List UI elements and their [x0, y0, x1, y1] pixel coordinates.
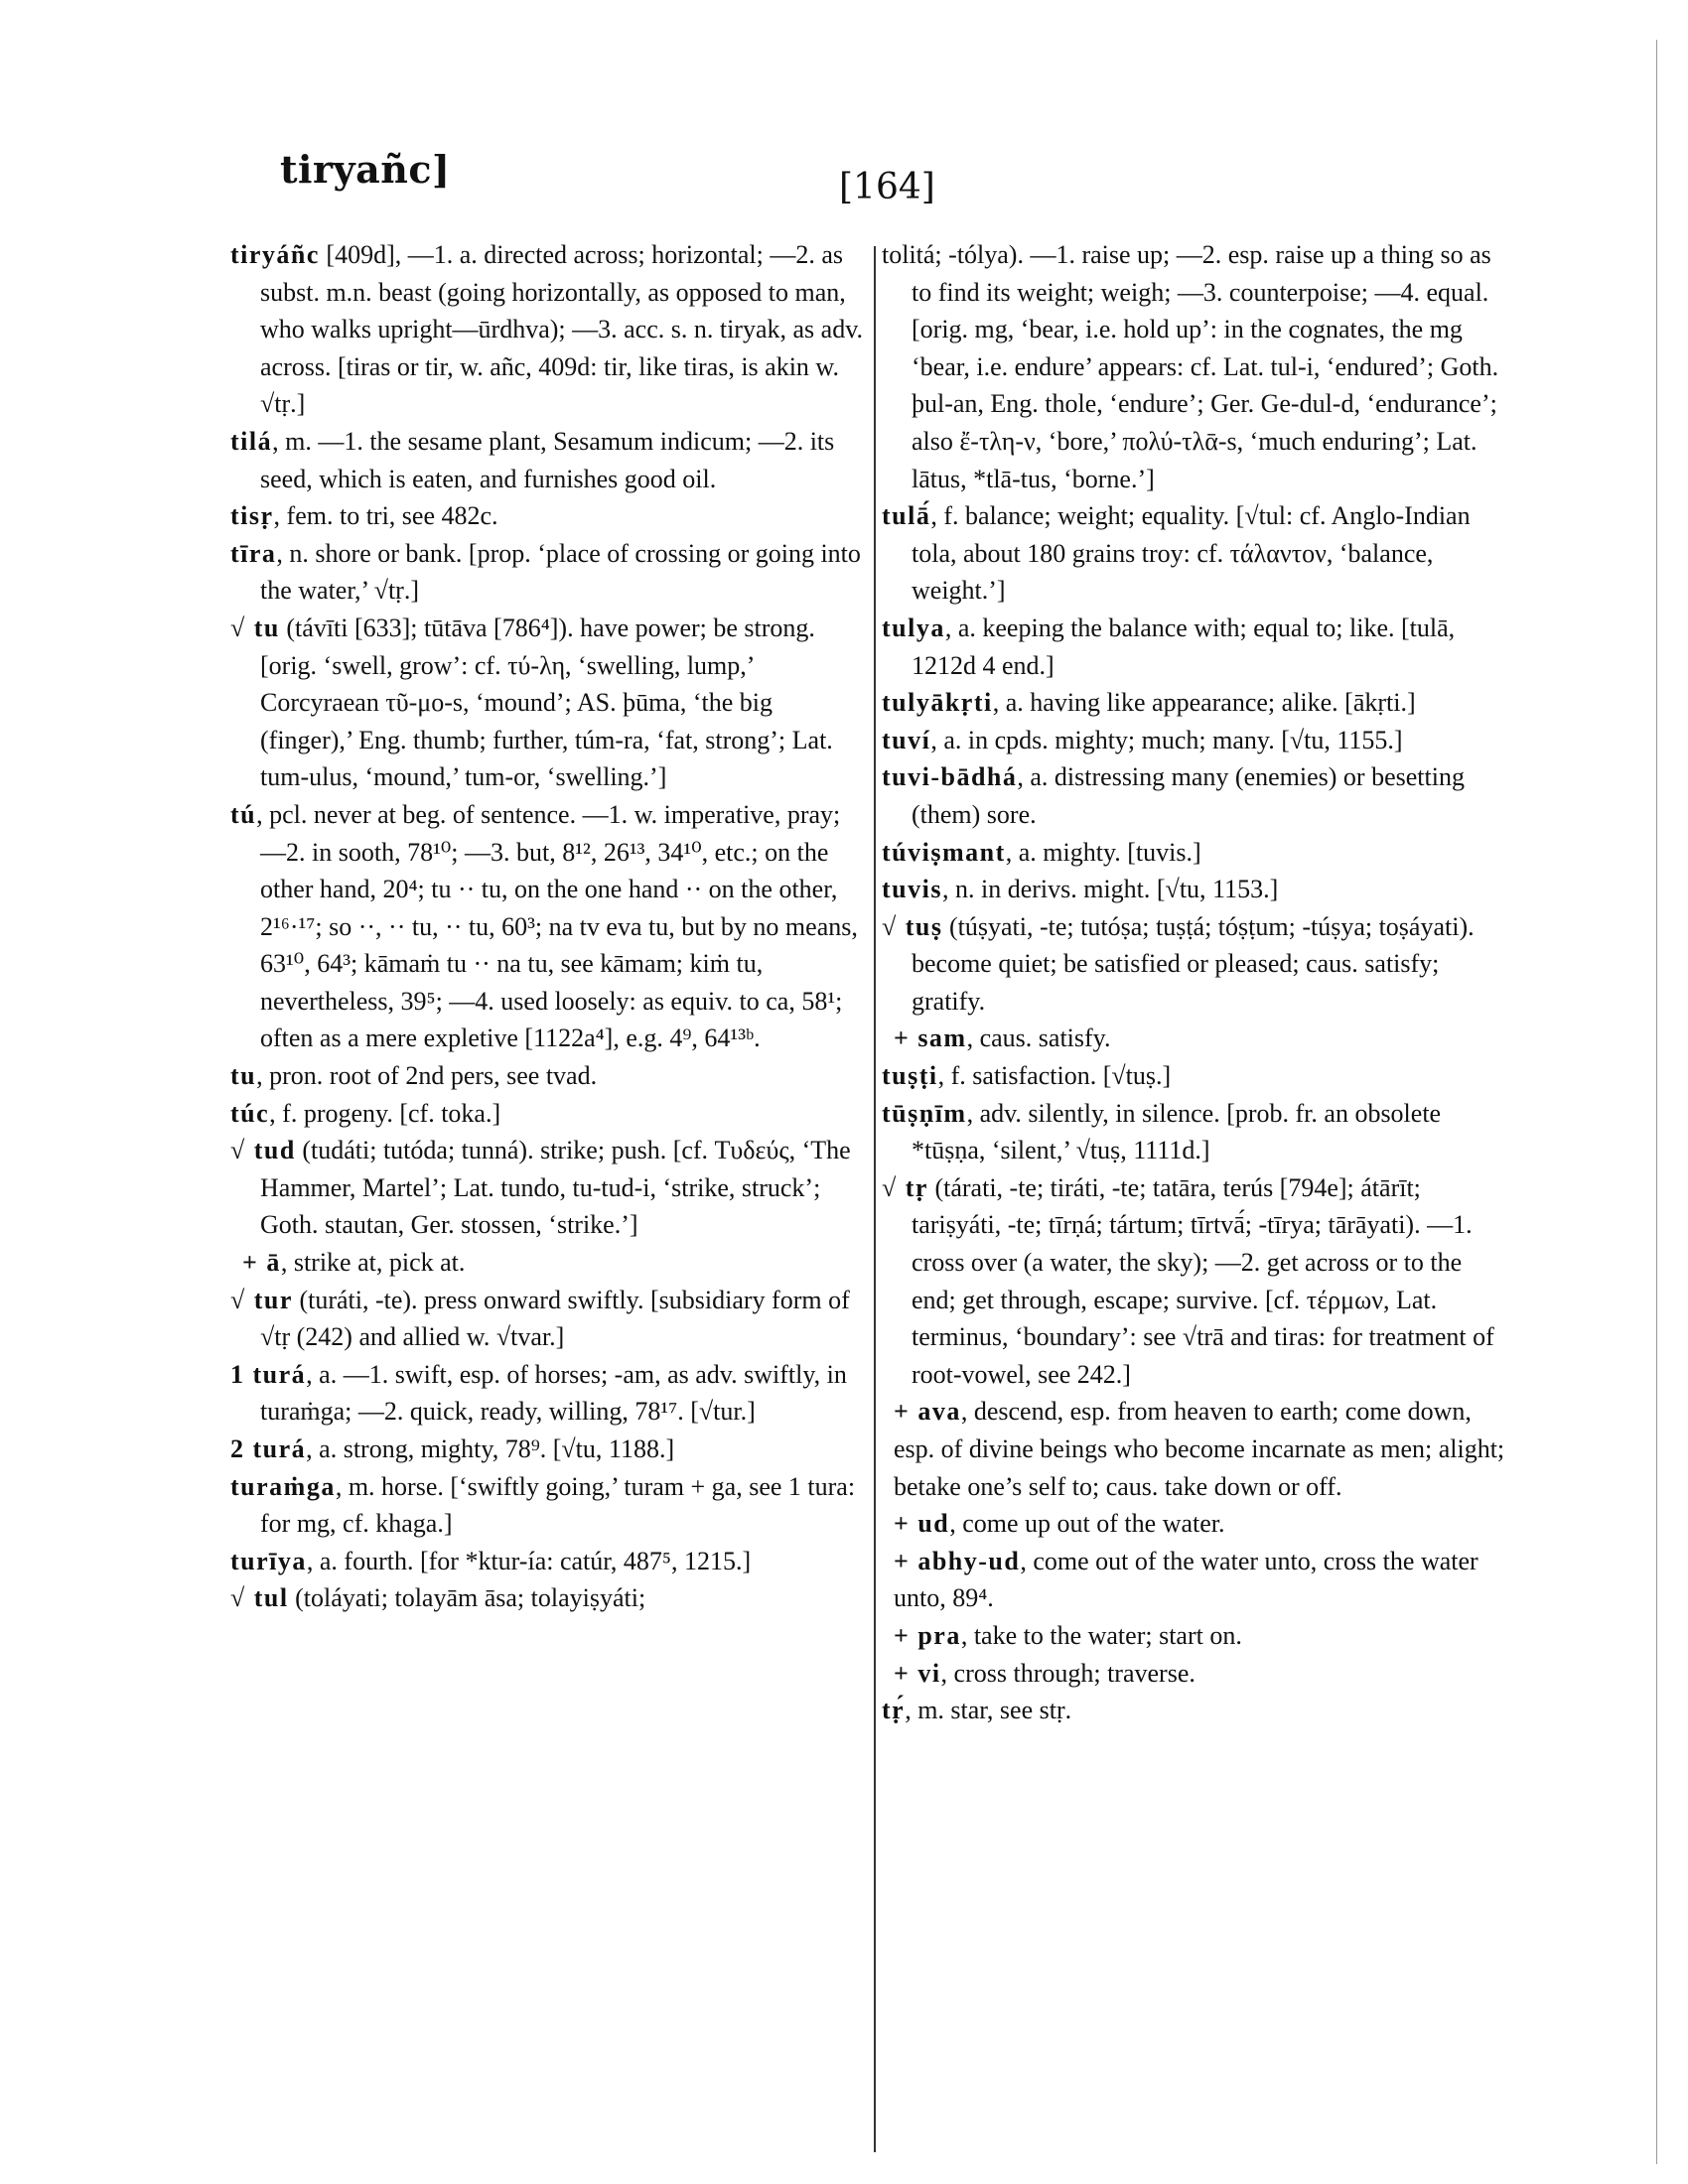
- entry-headword: tilá: [230, 426, 273, 456]
- entry-headword: tulya: [882, 613, 945, 642]
- dictionary-entry: [882, 908, 1507, 1021]
- entry-headword: √ tul: [230, 1583, 289, 1613]
- entry-headword: √ tu: [230, 613, 280, 642]
- dictionary-entry: [230, 1132, 866, 1244]
- entry-headword: túc: [230, 1098, 270, 1128]
- dictionary-entry: [894, 1617, 1507, 1655]
- dictionary-entry: [230, 535, 866, 610]
- running-head: tiryañc]: [280, 147, 451, 192]
- entry-headword: √ tuṣ: [882, 911, 943, 941]
- entry-definition: , m. horse. [‘swiftly going,’ turam + ga, see 1 tura: for mg, cf. khaga.]: [260, 1471, 856, 1539]
- entry-definition: , f. satisfaction. [√tuṣ.]: [937, 1061, 1172, 1091]
- entry-definition: (túṣyati, -te; tutóṣa; tuṣṭá; tóṣṭum; -túṣya; toṣáyati). become quiet; be satisfied or pleased; caus. satisfy; gratify.: [912, 911, 1475, 1016]
- entry-definition: , a. strong, mighty, 78⁹. [√tu, 1188.]: [306, 1434, 675, 1463]
- entry-definition: tolitá; -tólya). —1. raise up; —2. esp. raise up a thing so as to find its weight; weigh; —3. counterpoise; —4. equal. [orig. mg, ‘bear, i.e. hold up’: in the cognates, the mg ‘bear, i.e. endure’ appears: cf. Lat. tul-i, ‘endured’; Goth. þul-an, Eng. thole, ‘endure’; Ger. Ge-dul-d, ‘endurance’; also ἔ-τλη-ν, ‘bore,’ πολύ-τλᾱ-s, ‘much enduring’; Lat. lātus, *tlā-tus, ‘borne.’]: [882, 240, 1499, 493]
- entry-definition: , descend, esp. from heaven to earth; come down, esp. of divine beings who become incarnate as men; alight; betake one’s self to; caus. take down or off.: [894, 1397, 1505, 1501]
- page-edge-rule: [1656, 40, 1657, 2164]
- entry-headword: tuvi-bādhá: [882, 762, 1018, 792]
- dictionary-entry: [894, 1655, 1507, 1693]
- entry-definition: (tárati, -te; tiráti, -te; tatāra, terús [794e]; átārīt; tariṣyáti, -te; tīrṇá; tártum; tīrtvā́; -tīrya; tārāyati). —1. cross over (a water, the sky); —2. get across or to the end; get through, escape; survive. [cf. τέρμων, Lat. terminus, ‘boundary’: see √trā and tiras: for treatment of root-vowel, see 242.]: [912, 1172, 1494, 1389]
- dictionary-entry: [894, 1393, 1507, 1505]
- left-column: [230, 236, 866, 1617]
- dictionary-entry: [230, 497, 866, 535]
- entry-definition: , come up out of the water.: [949, 1509, 1225, 1539]
- dictionary-entry: [882, 834, 1507, 872]
- dictionary-entry: [882, 758, 1507, 833]
- dictionary-entry: [230, 1095, 866, 1133]
- column-divider: [874, 246, 876, 2152]
- entry-headword: tūṣṇīm: [882, 1098, 967, 1128]
- dictionary-entry: [230, 1468, 866, 1543]
- entry-headword: 1 turá: [230, 1359, 307, 1389]
- entry-definition: , a. mighty. [tuvis.]: [1005, 837, 1201, 867]
- dictionary-entry: [894, 1505, 1507, 1543]
- dictionary-entry: [230, 1356, 866, 1431]
- entry-definition: (távīti [633]; tūtāva [786⁴]). have power; be strong. [orig. ‘swell, grow’: cf. τύ-λη, ‘swelling, lump,’ Corcyraean τῦ-μο-s, ‘mound’; AS. þūma, ‘the big (finger),’ Eng. thumb; further, túm-ra, ‘fat, strong’; Lat. tum-ulus, ‘mound,’ tum-or, ‘swelling.’]: [260, 613, 833, 792]
- entry-headword: √ tur: [230, 1285, 293, 1314]
- dictionary-entry: [230, 610, 866, 796]
- entry-headword: tuṣṭi: [882, 1061, 938, 1091]
- entry-definition: , a. keeping the balance with; equal to; like. [tulā, 1212d 4 end.]: [912, 613, 1456, 680]
- entry-headword: + vi: [894, 1658, 941, 1688]
- entry-definition: , a. distressing many (enemies) or besetting (them) sore.: [912, 762, 1465, 829]
- dictionary-entry: [882, 684, 1507, 722]
- entry-headword: + ava: [894, 1397, 961, 1427]
- entry-headword: √ tud: [230, 1136, 296, 1165]
- dictionary-entry: [882, 1095, 1507, 1169]
- dictionary-entry: [882, 1692, 1507, 1729]
- entry-headword: tuví: [882, 725, 931, 754]
- entry-headword: + ā: [242, 1248, 281, 1278]
- entry-definition: [409d], —1. a. directed across; horizontal; —2. as subst. m.n. beast (going horizontally, as opposed to man, who walks upright—ūrdhva); —3. acc. s. n. tiryak, as adv. across. [tiras or tir, w. añc, 409d: tir, like tiras, is akin w. √tṛ.]: [260, 240, 864, 419]
- entry-definition: , a. —1. swift, esp. of horses; -am, as adv. swiftly, in turaṁga; —2. quick, ready, willing, 78¹⁷. [√tur.]: [260, 1359, 847, 1427]
- entry-definition: , come out of the water unto, cross the water unto, 89⁴.: [894, 1546, 1478, 1613]
- entry-headword: tulyākṛti: [882, 688, 993, 718]
- entry-definition: , pron. root of 2nd pers, see tvad.: [256, 1061, 598, 1091]
- entry-headword: + sam: [894, 1024, 967, 1053]
- dictionary-entry: [882, 610, 1507, 684]
- dictionary-entry: [882, 1057, 1507, 1095]
- entry-definition: , a. fourth. [for *ktur-ía: catúr, 487⁵, 1215.]: [306, 1546, 752, 1575]
- dictionary-entry: [882, 871, 1507, 908]
- dictionary-entry: [882, 1169, 1507, 1394]
- dictionary-entry: [882, 722, 1507, 759]
- entry-headword: turīya: [230, 1546, 307, 1575]
- entry-definition: , m. star, see stṛ.: [905, 1696, 1072, 1725]
- entry-definition: , pcl. never at beg. of sentence. —1. w. imperative, pray; —2. in sooth, 78¹⁰; —3. but, 8¹², 26¹³, 34¹⁰, etc.; on the other hand, 20⁴; tu ·· tu, on the one hand ·· on the other, 2¹⁶·¹⁷; so ··, ·· tu, ·· tu, 60³; na tv eva tu, but by no means, 63¹⁰, 64³; kāmaṁ tu ·· na tu, see kāmam; kiṁ tu, nevertheless, 39⁵; —4. used loosely: as equiv. to ca, 58¹; often as a mere expletive [1122a⁴], e.g. 4⁹, 64¹³ᵇ.: [256, 799, 858, 1053]
- entry-headword: + pra: [894, 1620, 961, 1650]
- entry-definition: , m. —1. the sesame plant, Sesamum indicum; —2. its seed, which is eaten, and furnishes good oil.: [260, 426, 835, 493]
- entry-definition: (toláyati; tolayām āsa; tolayiṣyáti;: [288, 1583, 646, 1613]
- entry-headword: + abhy-ud: [894, 1546, 1021, 1575]
- dictionary-entry: [230, 423, 866, 497]
- entry-headword: √ tṛ: [882, 1172, 928, 1202]
- entry-definition: , take to the water; start on.: [960, 1620, 1242, 1650]
- right-column: [882, 236, 1507, 1729]
- entry-headword: tiryáñc: [230, 240, 320, 269]
- entry-headword: tṛ́: [882, 1696, 906, 1725]
- dictionary-entry: [882, 236, 1507, 497]
- entry-headword: turaṁga: [230, 1471, 336, 1501]
- entry-headword: + ud: [894, 1509, 950, 1539]
- entry-definition: , fem. to tri, see 482c.: [273, 501, 498, 531]
- entry-headword: tuvis: [882, 875, 942, 904]
- entry-definition: , strike at, pick at.: [280, 1248, 466, 1278]
- entry-definition: , a. having like appearance; alike. [ākṛti.]: [992, 688, 1416, 718]
- entry-headword: 2 turá: [230, 1434, 307, 1463]
- page-number: [164]: [839, 167, 935, 207]
- dictionary-entry: [230, 1579, 866, 1617]
- entry-definition: , n. shore or bank. [prop. ‘place of crossing or going into the water,’ √tṛ.]: [260, 538, 861, 606]
- entry-headword: tu: [230, 1061, 257, 1091]
- entry-definition: (tudáti; tutóda; tunná). strike; push. [cf. Τυδεύς, ‘The Hammer, Martel’; Lat. tundo, tu-tud-i, ‘strike, struck’; Goth. stautan, Ger. stossen, ‘strike.’]: [260, 1136, 851, 1240]
- dictionary-entry: [894, 1020, 1507, 1057]
- dictionary-entry: [230, 1282, 866, 1356]
- dictionary-entry: [230, 236, 866, 423]
- entry-headword: tú: [230, 799, 257, 829]
- entry-headword: tīra: [230, 538, 277, 568]
- dictionary-entry: [242, 1244, 866, 1282]
- entry-definition: , a. in cpds. mighty; much; many. [√tu, 1155.]: [930, 725, 1403, 754]
- dictionary-entry: [894, 1543, 1507, 1617]
- dictionary-entry: [230, 1057, 866, 1095]
- entry-definition: , n. in derivs. might. [√tu, 1153.]: [941, 875, 1279, 904]
- entry-definition: , f. progeny. [cf. toka.]: [269, 1098, 501, 1128]
- entry-headword: túviṣmant: [882, 837, 1006, 867]
- dictionary-entry: [230, 796, 866, 1057]
- entry-definition: , adv. silently, in silence. [prob. fr. an obsolete *tūṣṇa, ‘silent,’ √tuṣ, 1111d.]: [912, 1098, 1442, 1165]
- entry-headword: tisṛ: [230, 501, 274, 531]
- dictionary-entry: [882, 497, 1507, 610]
- entry-definition: , caus. satisfy.: [966, 1024, 1111, 1053]
- entry-definition: , f. balance; weight; equality. [√tul: cf. Anglo-Indian tola, about 180 grains troy: cf. τάλαντον, ‘balance, weight.’]: [912, 501, 1471, 606]
- entry-definition: (turáti, -te). press onward swiftly. [subsidiary form of √tṛ (242) and allied w. √tvar.]: [260, 1285, 850, 1352]
- dictionary-entry: [230, 1543, 866, 1580]
- dictionary-entry: [230, 1431, 866, 1468]
- entry-headword: tulā́: [882, 501, 931, 531]
- entry-definition: , cross through; traverse.: [940, 1658, 1196, 1688]
